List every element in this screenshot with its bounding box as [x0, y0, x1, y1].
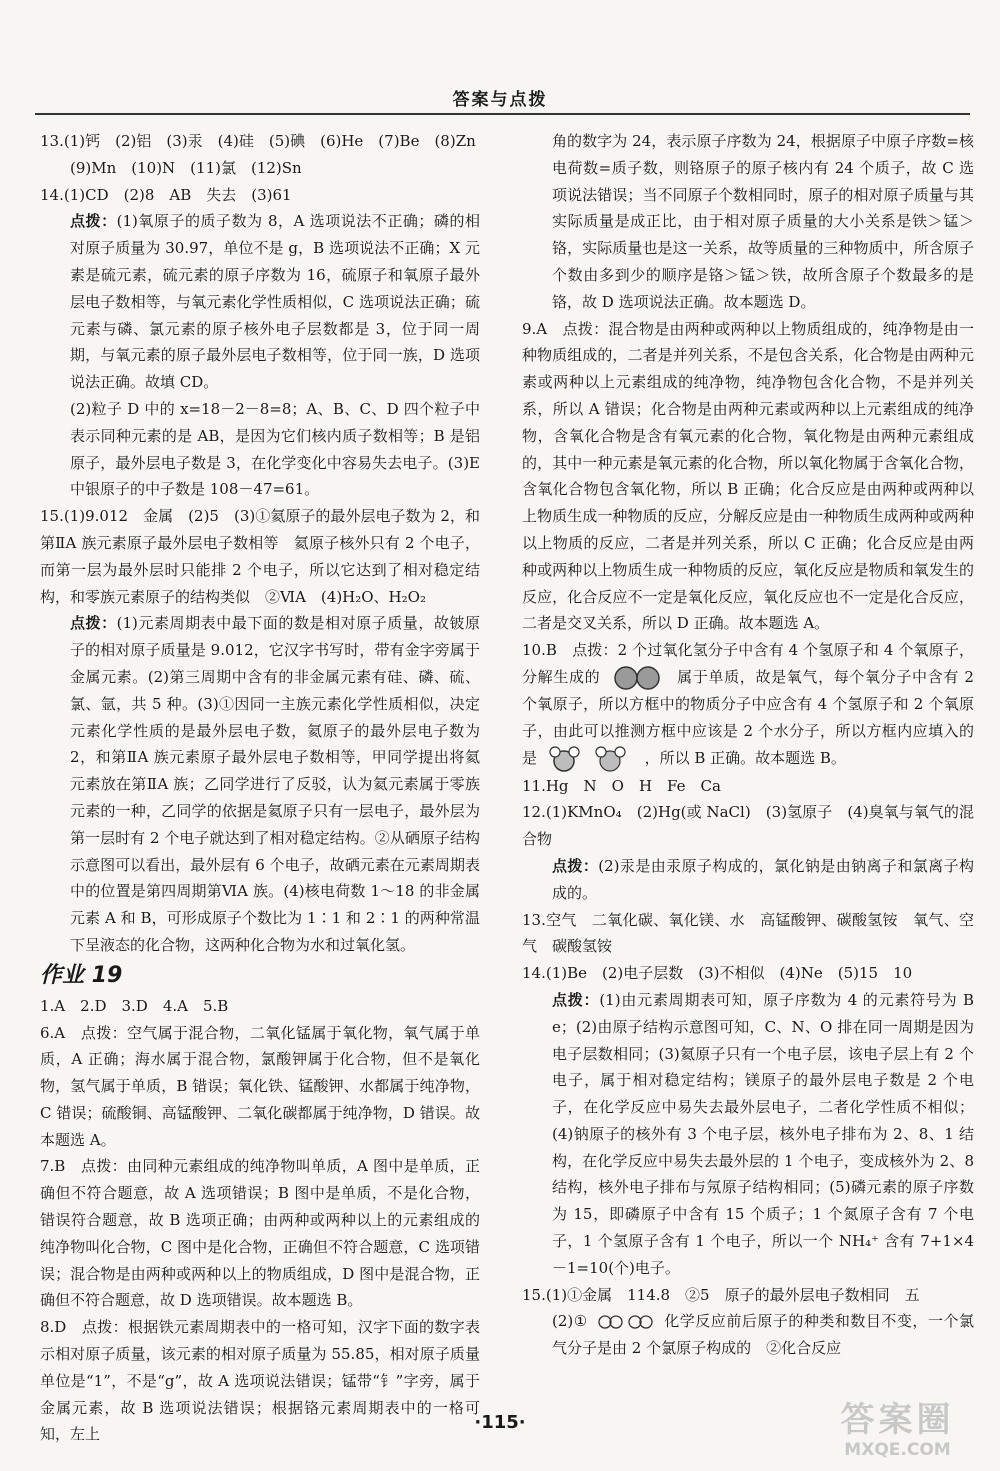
hint-text: (1)由元素周期表可知，原子序数为 4 的元素符号为 Be；(2)由原子结构示意图可知，C、N、O 排在同一周期是因为电子层数相同；(3)氦原子只有一个电子层，该电子层上有 2 个电子，属于相对稳定结构；镁原子的最外层电子数是 2 个电子，在化学反应中易失去最外层电子，二者化学性质不相似；(4)钠原子的核外有 3 个电子层，核外电子排布为 2、8、1 结构，在化学反应中易失去最外层的 1 个电子，变成核外为 2、8 结构，核外电子排布与氖原子结构相同；(5)磷元素的原子序数为 15，即磷原子中含有 15 个质子；1 个氮原子含有 7 个电子，1 个氢原子含有 1 个电子，所以一个 NH₄⁺ 含有 7+1×4－1=10(个)电子。 — [552, 990, 974, 1277]
answer-item: (2)粒子 D 中的 x=18－2－8=8；A、B、C、D 四个粒子中表示同种元素的是 AB，是因为它们核内质子数相等；B 是铝原子，最外层电子数是 3，在化学变化中容易失去电子。(3)E 中银原子的中子数是 108－47=61。 — [70, 399, 480, 499]
header-rule — [35, 113, 970, 115]
answer-14: 14.(1)Be (2)电子层数 (3)不相似 (4)Ne (5)15 10 — [522, 964, 913, 983]
hint-text: (1)元素周期表中最下面的数是相对原子质量，故铍原子的相对原子质量是 9.012，它汉字书写时，带有金字旁属于金属元素。(2)第三周期中含有的非金属元素有硅、磷、硫、氯、氩，共 5 种。(3)①因同一主族元素化学性质相似，决定元素化学性质的是最外层电子数，氦原子的最外层电子数为 2，和第ⅡA 族元素原子最外层电子数相等，甲同学提出将氦元素放在第ⅡA 族；乙同学进行了反驳，认为氦元素属于零族元素的一种，乙同学的依据是氦原子只有一层电子，最外层为第一层时有 2 个电子就达到了相对稳定结构。②从硒原子结构示意图可以看出，最外层有 6 个电子，故硒元素在元素周期表中的位置是第四周期第ⅥA 族。(4)核电荷数 1～18 的非金属元素 A 和 B，可形成原子个数比为 1∶1 和 2∶1 的两种常温下呈液态的化合物，这两种化合物为水和过氧化氢。 — [70, 614, 480, 954]
site-watermark — [810, 1400, 985, 1465]
page-number: ·115· — [474, 1412, 526, 1433]
answer-13: 13.空气 二氧化碳、氧化镁、水 高锰酸钾、碳酸氢铵 氧气、空气 碳酸氢铵 — [522, 910, 974, 956]
answer-10-text-a: 10.B 点拨：2 个过氧化氢分子中含有 4 个氢原子和 4 个氧原子，分解生成的 — [522, 641, 974, 686]
section-heading: 作业 19 — [40, 962, 123, 988]
answer-item: 6.A 点拨：空气属于混合物，二氧化锰属于氧化物，氧气属于单质，A 正确；海水属于混合物，氯酸钾属于化合物，但不是氧化物，氢气属于单质，B 错误；氧化铁、锰酸钾、水都属于纯净物，C 错误；硫酸铜、高锰酸钾、二氧化碳都属于纯净物，D 错误。故本题选 A。 — [40, 1023, 480, 1149]
answer-12-hint — [522, 853, 974, 907]
hint-label: 点拨： — [552, 856, 599, 875]
chlorine-molecules-diagram — [597, 1312, 655, 1332]
answer-14-hint — [522, 987, 974, 1282]
answer-15-part1: 15.(1)①金属 114.8 ②5 原子的最外层电子数相同 五 — [522, 1285, 920, 1304]
right-column — [522, 128, 974, 1362]
answer-item: (9)Mn (10)N (11)氯 (12)Sn — [70, 158, 302, 177]
hint-text: (2)汞是由汞原子构成的，氯化钠是由钠离子和氯离子构成的。 — [552, 856, 974, 902]
answer-15-part2-label: (2)① — [552, 1312, 588, 1331]
answer-item: 13.(1)钙 (2)铝 (3)汞 (4)硅 (5)碘 (6)He (7)Be (8)Zn — [40, 132, 476, 150]
answer-10-text-c: ，所以 B 正确。故本题选 B。 — [644, 748, 846, 767]
hint-label: 点拨： — [70, 614, 117, 633]
answer-item: 1.A 2.D 3.D 4.A 5.B — [40, 996, 229, 1015]
answer-item: 15.(1)9.012 金属 (2)5 (3)①氦原子的最外层电子数为 2，和第ⅡA 族元素原子最外层电子数相等 氦原子核外只有 2 个电子，而第一层为最外层时只能排 2 个电子，所以它达到了相对稳定结构，和零族元素原子的结构类似 ②ⅥA (4)H₂O、H₂O₂ — [40, 507, 480, 606]
answer-8-continued: 角的数字为 24，表示原子序数为 24，根据原子中原子序数=核电荷数=质子数，则铬原子的原子核内有 24 个质子，故 C 选项说法错误；当不同原子个数相同时，原子的相对原子质量与其实际质量是成正比，由于相对原子质量的大小关系是铁＞锰＞铬，实际质量也是这一关系，故等质量的三种物质中，所含原子个数由多到少的顺序是铬＞锰＞铁，故所含原子个数最多的是铬，故 D 选项说法正确。故本题选 D。 — [552, 132, 974, 311]
answer-11: 11.Hg N O H Fe Ca — [522, 776, 721, 795]
answer-15-part2 — [522, 1308, 974, 1362]
watermark-url: MXQE.COM — [844, 1440, 951, 1460]
hint-label: 点拨： — [70, 212, 117, 231]
hint-label: 点拨： — [552, 990, 600, 1009]
answer-item: 7.B 点拨：由同种元素组成的纯净物叫单质，A 图中是单质，正确但不符合题意，故 A 选项错误；B 图中是单质，不是化合物，错误符合题意，故 B 选项正确；由两种或两种以上的元素组成的纯净物叫化合物，C 图中是化合物，正确但不符合题意，C 选项错误；混合物是由两种或两种以上的物质组成，D 图中是混合物，正确但不符合题意，故 D 选项错误。故本题选 B。 — [40, 1157, 480, 1310]
answer-12: 12.(1)KMnO₄ (2)Hg(或 NaCl) (3)氢原子 (4)臭氧与氧气的混合物 — [522, 803, 974, 849]
hint-paragraph — [40, 208, 480, 396]
answer-item: 14.(1)CD (2)8 AB 失去 (3)61 — [40, 185, 292, 204]
answer-10 — [522, 637, 974, 772]
answer-9: 9.A 点拨：混合物是由两种或两种以上物质组成的，纯净物是由一种物质组成的，二者是并列关系，不是包含关系，化合物是由两种元素或两种以上元素组成的纯净物，纯净物包含化合物，不是并列关系，所以 A 错误；化合物是由两种元素或两种以上元素组成的纯净物，含氧化合物是含有氧元素的化合物，氧化物是由两种元素组成的，其中一种元素是氧元素的化合物，所以氧化物属于含氧化合物，含氧化合物包含氧化物，所以 B 正确；化合反应是由两种或两种以上物质生成一种物质的反应，分解反应是由一种物质生成两种或两种以上物质的反应，二者是并列关系，所以 C 正确；化合反应是由两种或两种以上物质生成一种物质的反应，氧化反应是物质和氧发生的反应，化合反应不一定是氧化反应，氧化反应也不一定是化合反应，二者是交叉关系，所以 D 正确。故本题选 A。 — [522, 319, 974, 633]
page-header — [0, 85, 1000, 115]
oxygen-molecule-diagram — [610, 665, 668, 691]
hint-paragraph — [40, 610, 480, 958]
left-column — [40, 128, 480, 1448]
watermark-logo-text: 答案圈 — [840, 1400, 955, 1440]
answer-item: 8.D 点拨：根据铁元素周期表中的一格可知，汉字下面的数字表示相对原子质量，该元素的相对原子质量为 55.85，相对原子质量单位是“1”，不是“g”，故 A 选项说法错误；锰带“钅”字旁，属于金属元素，故 B 选项说法错误；根据铬元素周期表中的一格可知，左上 — [40, 1318, 480, 1444]
answer-10-text-b: 属于单质，故是氧气，每个氧分子中含有 2 个氧原子，所以方框中的物质分子中应含有 4 个氢原子和 2 个氧原子，由此可以推测方框中应该是 2 个水分子，所以方框内应填入的是 — [522, 667, 974, 767]
hint-text: (1)氧原子的质子数为 8，A 选项说法不正确；磷的相对原子质量为 30.97，单位不是 g，B 选项说法不正确；X 元素是硫元素，硫元素的原子序数为 16，硫原子和氧原子最外层电子数相等，与氧元素化学性质相似，C 选项说法正确；硫元素与磷、氯元素的原子核外电子层数都是 3，位于同一周期，与氧元素的原子最外层电子数相等，位于同一族，D 选项说法正确。故填 CD。 — [70, 212, 480, 392]
answer-15-part2-text: 化学反应前后原子的种类和数目不变，一个氯气分子是由 2 个氯原子构成的 ②化合反应 — [552, 1312, 974, 1358]
header-title: 答案与点拨 — [452, 90, 548, 110]
water-molecules-diagram — [546, 745, 636, 773]
